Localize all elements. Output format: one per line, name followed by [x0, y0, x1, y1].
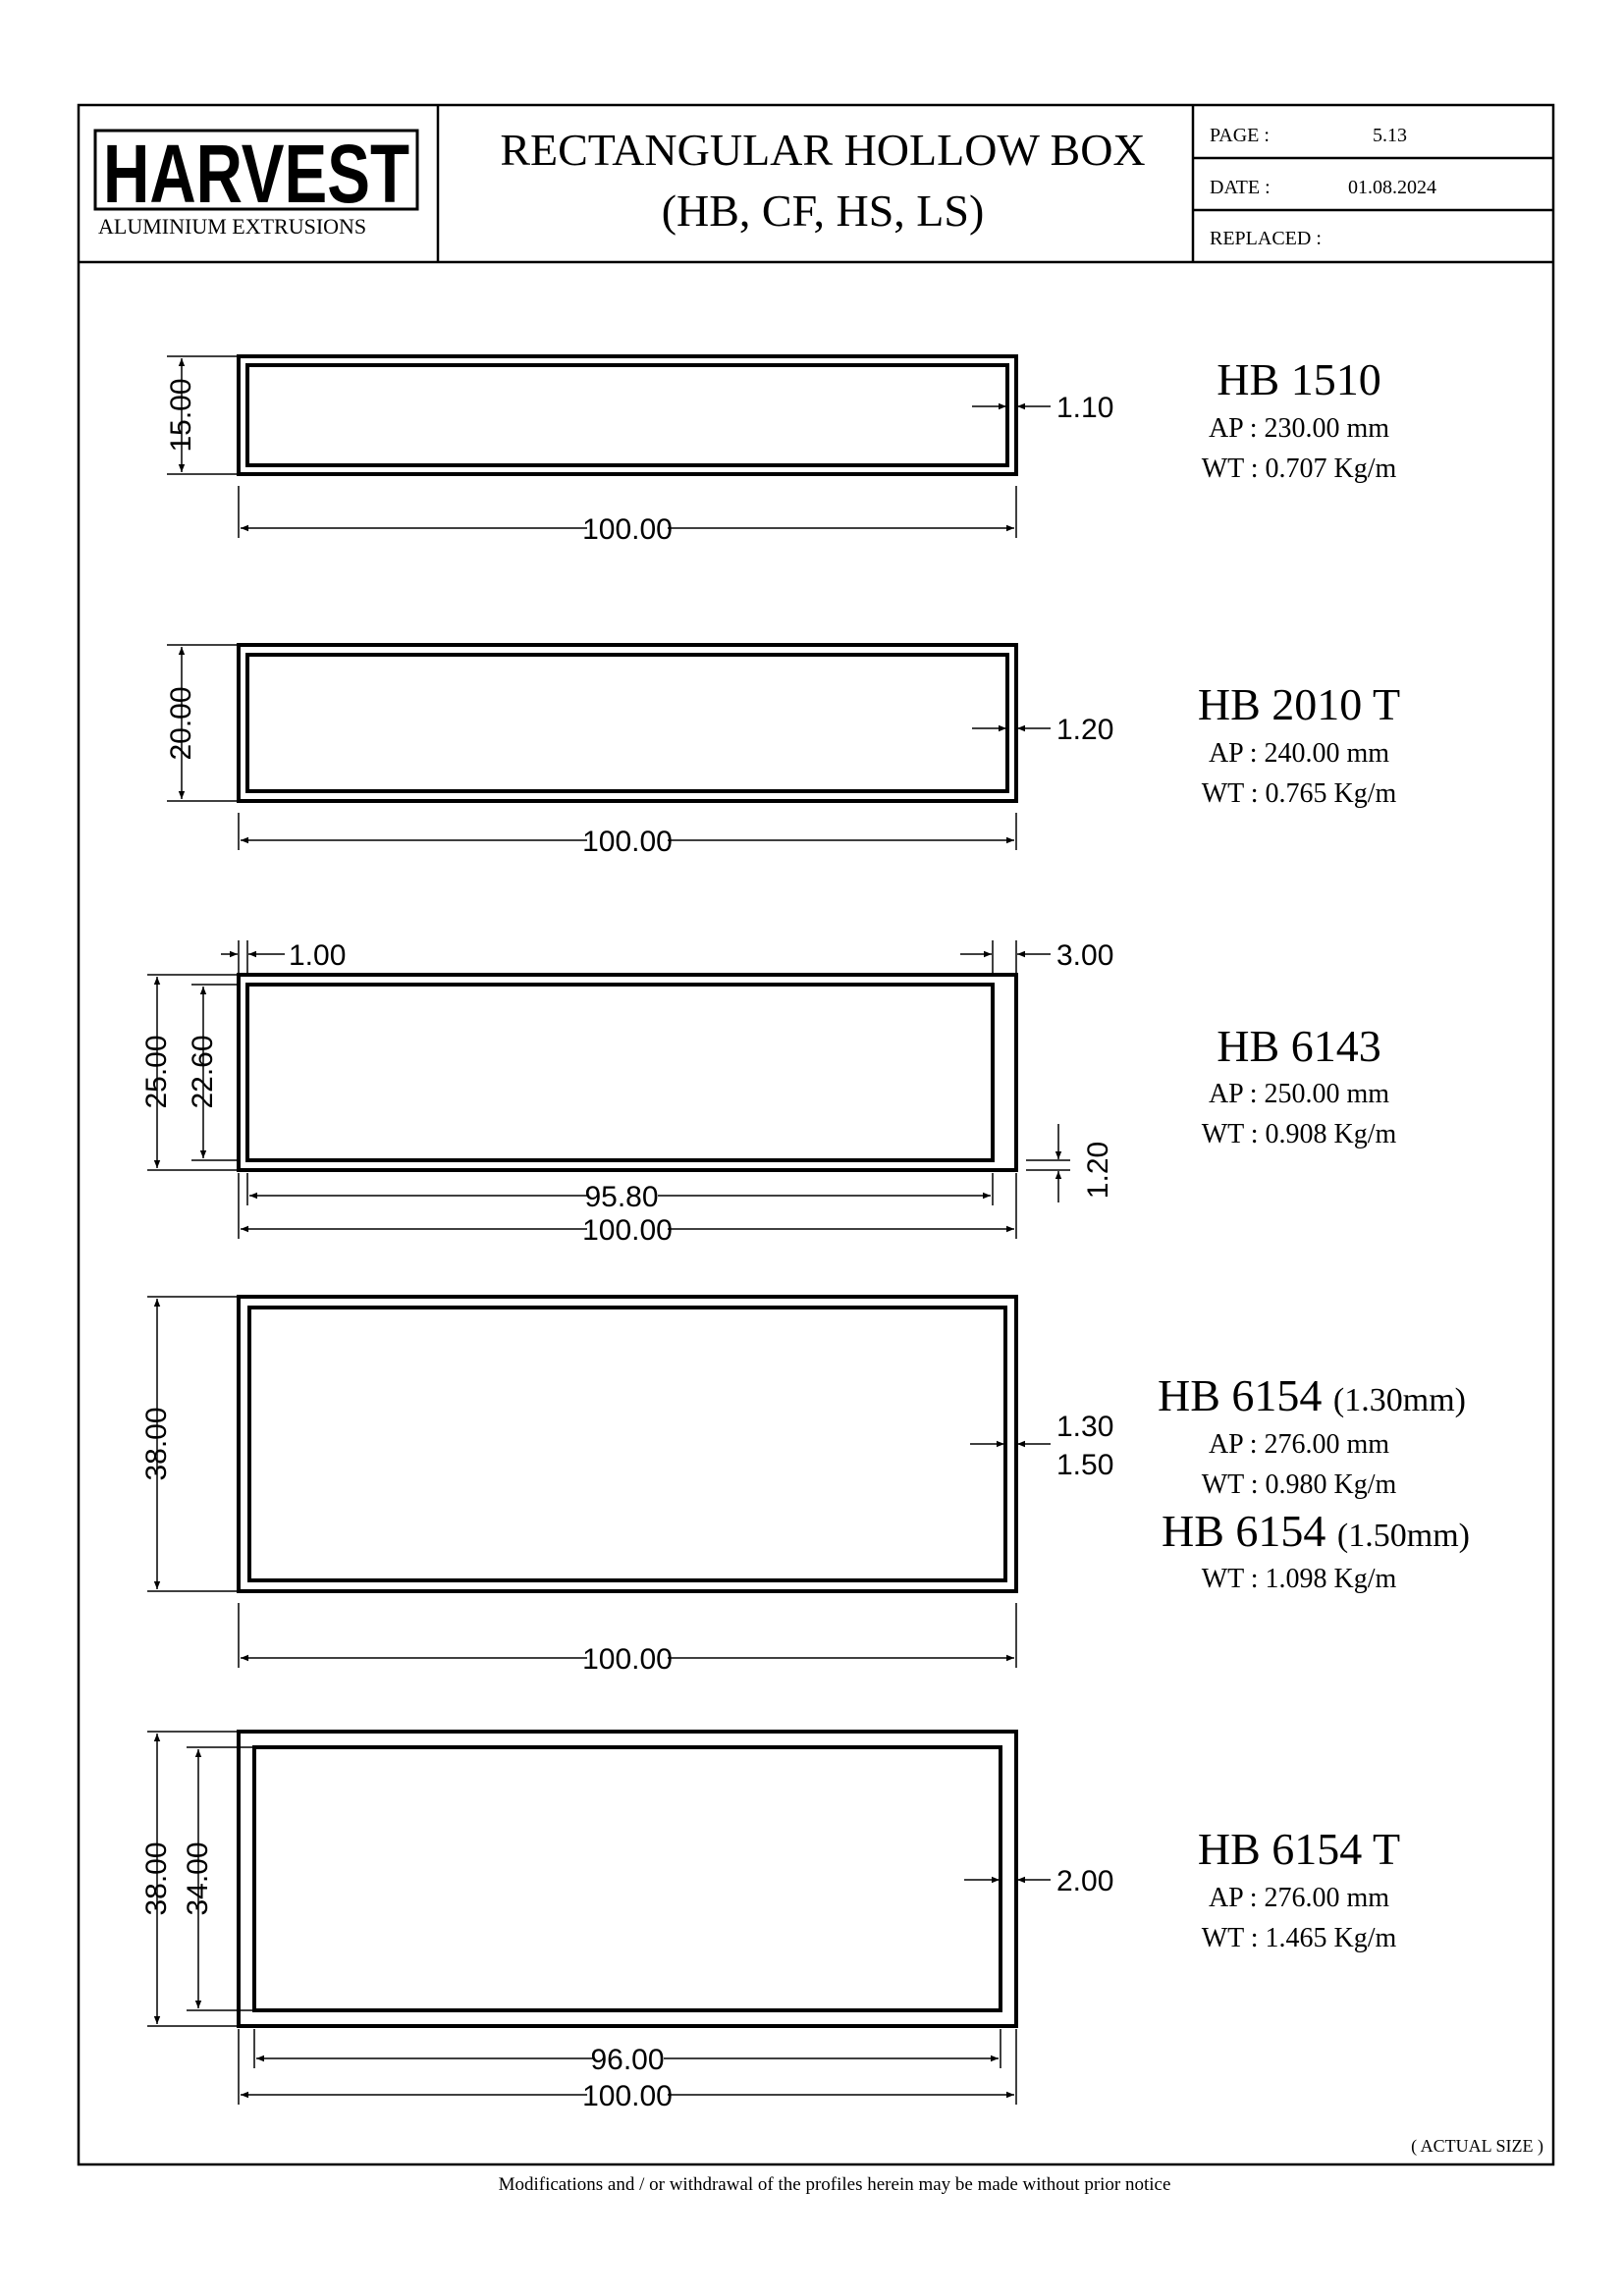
- logo-subtitle: ALUMINIUM EXTRUSIONS: [98, 214, 367, 239]
- profile-hb-2010-t: [165, 645, 1400, 858]
- bottom-wall-dim: 1.20: [1082, 1141, 1114, 1200]
- profile-wt: WT : 0.908 Kg/m: [1201, 1119, 1397, 1149]
- outer-outline: [239, 356, 1016, 474]
- width-dim: 100.00: [582, 513, 673, 546]
- profile-name: HB 6154 T: [1197, 1824, 1401, 1874]
- width-dim: 100.00: [582, 2080, 673, 2112]
- footer-disclaimer: Modifications and / or withdrawal of the profiles herein may be made without prior notice: [498, 2174, 1171, 2195]
- logo-wordmark: HARVEST: [103, 128, 409, 220]
- profile-name-main: HB 6154: [1158, 1370, 1323, 1420]
- profile-name-2-suffix: (1.50mm): [1336, 1518, 1470, 1554]
- page-label: PAGE :: [1210, 125, 1270, 146]
- harvest-logo: [95, 128, 417, 220]
- profile-ap: AP : 250.00 mm: [1208, 1079, 1390, 1109]
- inner-height-dim: 22.60: [187, 1035, 219, 1109]
- profile-wt: WT : 0.765 Kg/m: [1201, 778, 1397, 809]
- profile-ap: AP : 240.00 mm: [1208, 738, 1390, 769]
- left-wall-dim: 1.00: [289, 939, 347, 972]
- profile-name-suffix: (1.30mm): [1332, 1382, 1466, 1418]
- inner-height-dim: 34.00: [182, 1842, 214, 1916]
- profile-ap: AP : 230.00 mm: [1208, 413, 1390, 444]
- page-title: RECTANGULAR HOLLOW BOX: [500, 125, 1146, 175]
- height-dim: 15.00: [165, 378, 197, 453]
- profile-wt-2: WT : 1.098 Kg/m: [1201, 1564, 1397, 1594]
- profile-hb-6154-t: [140, 1732, 1400, 2112]
- profile-ap: AP : 276.00 mm: [1208, 1883, 1390, 1913]
- width-dim: 100.00: [582, 826, 673, 858]
- right-wall-dim: 3.00: [1056, 939, 1114, 972]
- profile-name-2: [1162, 1506, 1470, 1556]
- wall-dim-1: 1.30: [1056, 1411, 1114, 1443]
- profile-name: HB 6143: [1217, 1021, 1381, 1071]
- profile-wt: WT : 0.980 Kg/m: [1201, 1469, 1397, 1500]
- wall-dim: 1.10: [1056, 392, 1114, 424]
- profile-name: [1158, 1370, 1466, 1420]
- profile-wt: WT : 0.707 Kg/m: [1201, 454, 1397, 484]
- page-subtitle: (HB, CF, HS, LS): [661, 186, 985, 236]
- actual-size-note: ( ACTUAL SIZE ): [1411, 2136, 1543, 2156]
- date-value: 01.08.2024: [1348, 177, 1436, 198]
- inner-width-dim: 96.00: [590, 2044, 665, 2076]
- height-dim: 38.00: [140, 1842, 173, 1916]
- profile-wt: WT : 1.465 Kg/m: [1201, 1923, 1397, 1953]
- page-value: 5.13: [1373, 125, 1407, 146]
- width-dim: 100.00: [582, 1643, 673, 1676]
- height-dim: 38.00: [140, 1407, 173, 1481]
- height-dim: 20.00: [165, 686, 197, 761]
- profile-hb-1510: [165, 354, 1397, 546]
- wall-dim: 1.20: [1056, 714, 1114, 746]
- profile-name: HB 1510: [1217, 354, 1381, 404]
- profile-name: HB 2010 T: [1197, 679, 1401, 729]
- profile-name-2-main: HB 6154: [1162, 1506, 1326, 1556]
- width-dim: 100.00: [582, 1214, 673, 1247]
- height-dim: 25.00: [140, 1035, 173, 1109]
- inner-outline: [247, 365, 1007, 465]
- date-label: DATE :: [1210, 177, 1271, 198]
- replaced-label: REPLACED :: [1210, 228, 1322, 249]
- wall-dim: 2.00: [1056, 1865, 1114, 1897]
- wall-dim-2: 1.50: [1056, 1449, 1114, 1481]
- profile-hb-6154: [140, 1297, 1470, 1676]
- profile-ap: AP : 276.00 mm: [1208, 1429, 1390, 1460]
- inner-width-dim: 95.80: [584, 1181, 659, 1213]
- profile-hb-6143: [140, 939, 1397, 1247]
